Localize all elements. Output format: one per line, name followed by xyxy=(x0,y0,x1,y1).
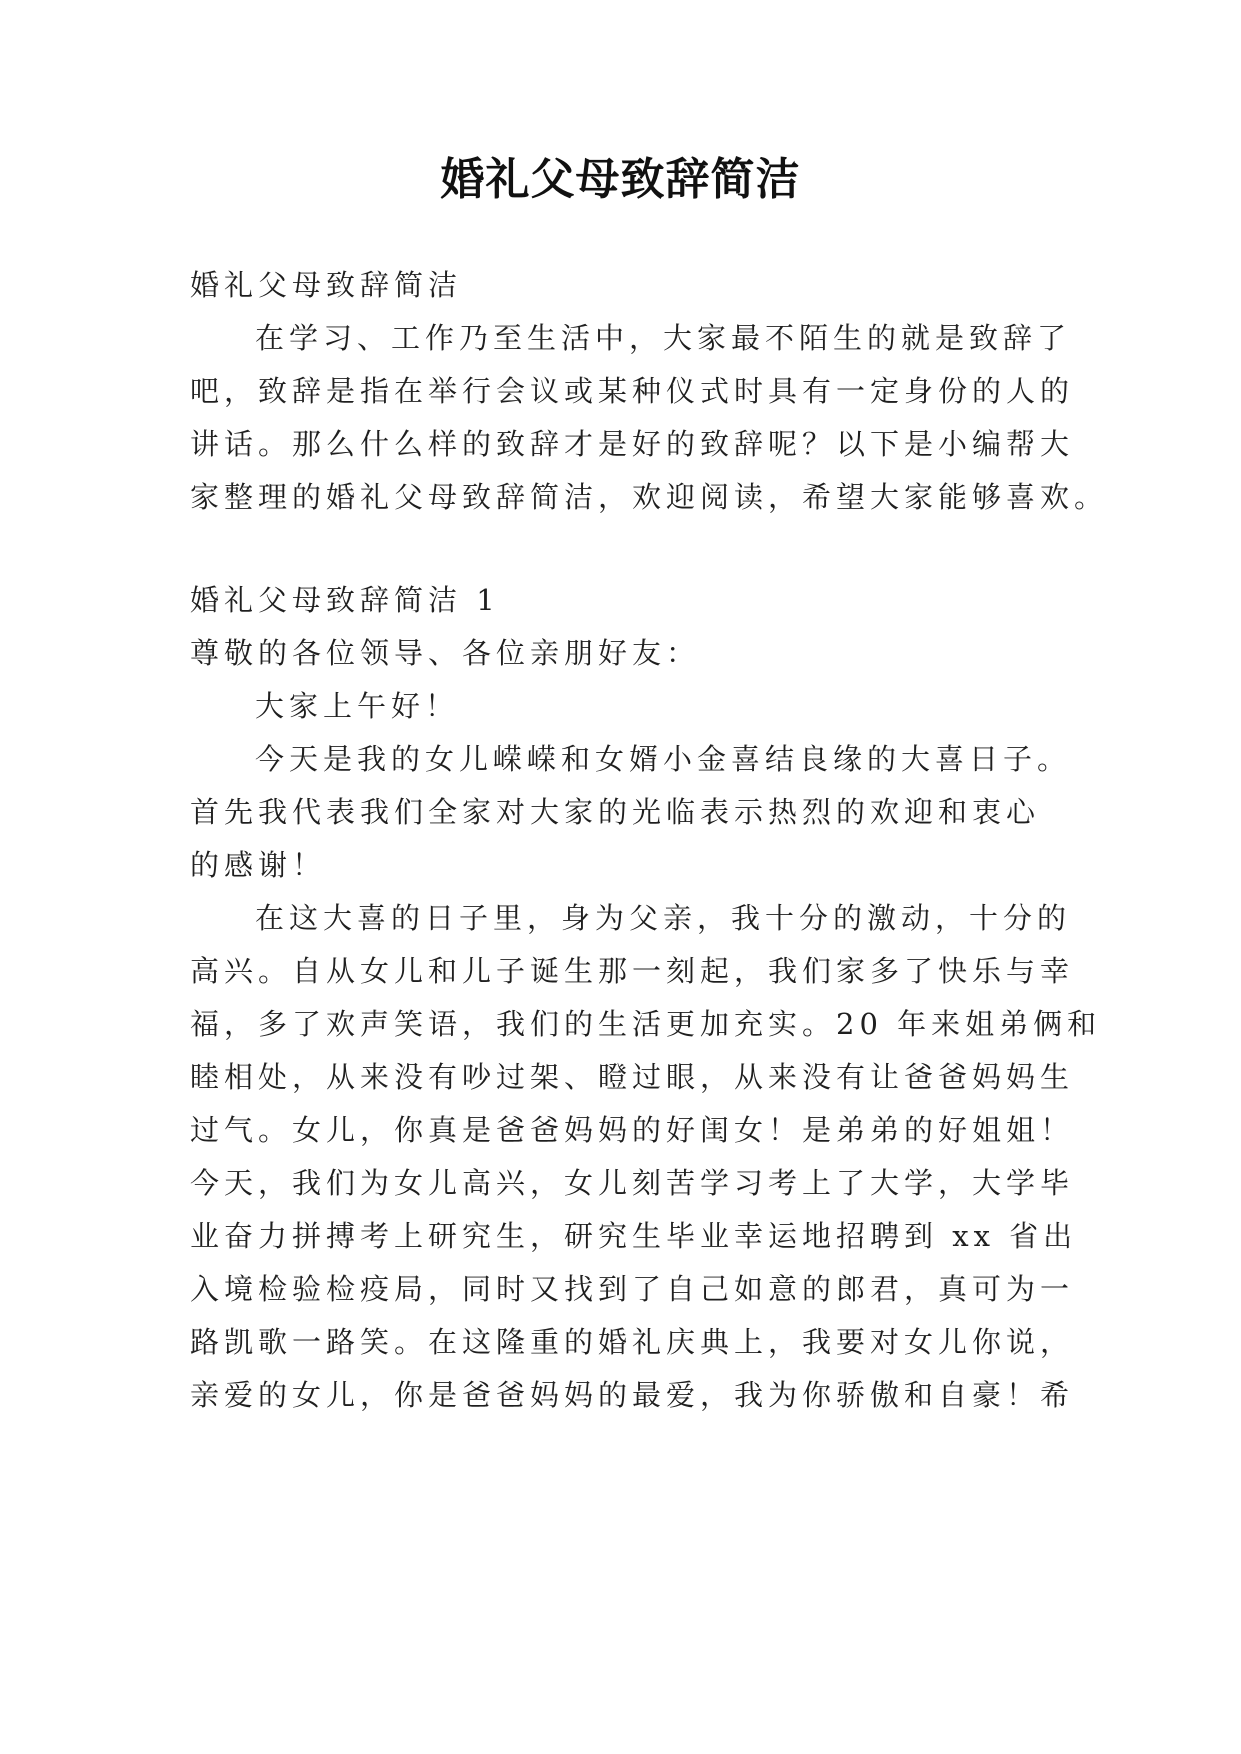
subtitle: 婚礼父母致辞简洁 xyxy=(190,268,463,302)
paragraph2-line-10: 亲爱的女儿，你是爸爸妈妈的最爱，我为你骄傲和自豪！希 xyxy=(190,1378,1075,1412)
paragraph1-line-2: 首先我代表我们全家对大家的光临表示热烈的欢迎和衷心 xyxy=(190,795,1041,829)
intro-line-2: 吧，致辞是指在举行会议或某种仪式时具有一定身份的人的 xyxy=(190,374,1075,408)
intro-line-1: 在学习、工作乃至生活中，大家最不陌生的就是致辞了 xyxy=(255,321,1072,355)
paragraph2-line-5: 过气。女儿，你真是爸爸妈妈的好闺女！是弟弟的好姐姐！ xyxy=(190,1113,1075,1147)
paragraph2-line-4: 睦相处，从来没有吵过架、瞪过眼，从来没有让爸爸妈妈生 xyxy=(190,1060,1075,1094)
paragraph2-line-1: 在这大喜的日子里，身为父亲，我十分的激动，十分的 xyxy=(255,901,1072,935)
paragraph2-line-3: 福，多了欢声笑语，我们的生活更加充实。20 年来姐弟俩和 xyxy=(190,1007,1102,1041)
intro-line-4: 家整理的婚礼父母致辞简洁，欢迎阅读，希望大家能够喜欢。 xyxy=(190,480,1109,514)
paragraph2-line-7: 业奋力拼搏考上研究生，研究生毕业幸运地招聘到 xx 省出 xyxy=(190,1219,1078,1253)
section-heading: 婚礼父母致辞简洁 1 xyxy=(190,583,500,617)
paragraph2-line-2: 高兴。自从女儿和儿子诞生那一刻起，我们家多了快乐与幸 xyxy=(190,954,1075,988)
document-title: 婚礼父母致辞简洁 xyxy=(440,154,801,205)
paragraph2-line-9: 路凯歌一路笑。在这隆重的婚礼庆典上，我要对女儿你说， xyxy=(190,1325,1075,1359)
greeting: 大家上午好！ xyxy=(255,689,460,723)
paragraph1-line-3: 的感谢！ xyxy=(190,848,327,882)
paragraph2-line-6: 今天，我们为女儿高兴，女儿刻苦学习考上了大学，大学毕 xyxy=(190,1166,1075,1200)
intro-line-3: 讲话。那么什么样的致辞才是好的致辞呢？以下是小编帮大 xyxy=(190,427,1075,461)
paragraph2-line-8: 入境检验检疫局，同时又找到了自己如意的郎君，真可为一 xyxy=(190,1272,1075,1306)
paragraph1-line-1: 今天是我的女儿嵘嵘和女婿小金喜结良缘的大喜日子。 xyxy=(255,742,1072,776)
salutation: 尊敬的各位领导、各位亲朋好友： xyxy=(190,636,701,670)
